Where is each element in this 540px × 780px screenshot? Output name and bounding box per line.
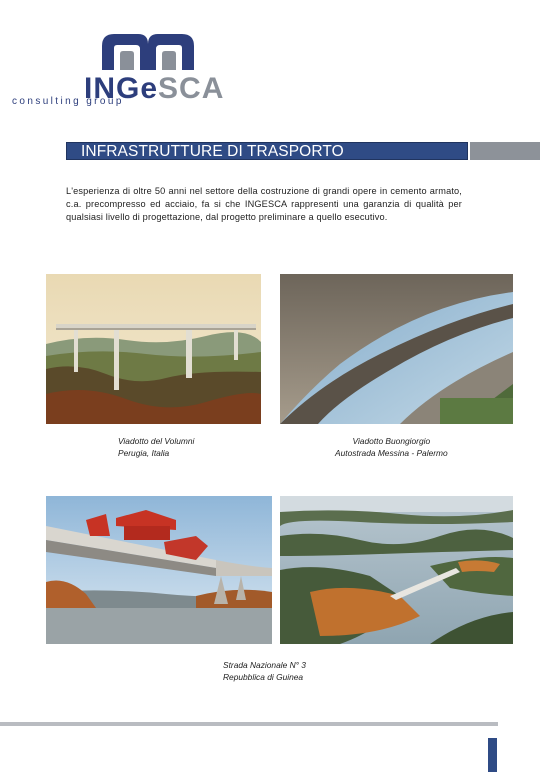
- section-header-bar: [66, 142, 468, 160]
- caption-photo-2: [335, 436, 448, 459]
- caption-photo-2-location: Autostrada Messina - Palermo: [335, 447, 448, 458]
- footer-accent-bar: [488, 738, 497, 772]
- caption-photo-1-title: Viadotto del Volumni: [118, 436, 195, 446]
- photo-viadotto-buongiorgio: [280, 274, 513, 424]
- logo-word-part1: INGe: [84, 72, 159, 105]
- caption-photo-4: [223, 660, 306, 683]
- photo-bridge-construction: [46, 496, 272, 644]
- section-title: INFRASTRUTTURE DI TRASPORTO: [81, 143, 344, 160]
- logo-arch-icon: [98, 30, 198, 72]
- caption-photo-4-location: Repubblica di Guinea: [223, 671, 304, 682]
- footer-divider: [0, 722, 498, 726]
- logo-word-part2: SCA: [158, 72, 225, 105]
- intro-paragraph: L'esperienza di oltre 50 anni nel settore della costruzione di grandi opere in cemento armato, c.a. precompresso ed acciaio, fa si che INGESCA rappresenti una garanzia di qualità per qualsiasi livello di progettazione, dal progetto preliminare a quello esecutivo.: [66, 186, 462, 223]
- caption-photo-2-title: Viadotto Buongiorgio: [352, 436, 431, 446]
- section-header-tab: [470, 142, 540, 160]
- caption-photo-1: [118, 436, 194, 459]
- caption-photo-1-location: Perugia, Italia: [118, 447, 170, 458]
- logo-tagline: consulting group: [12, 96, 124, 107]
- photo-viadotto-volumni: [46, 274, 261, 424]
- photo-strada-nazionale: [280, 496, 513, 644]
- caption-photo-4-title: Strada Nazionale N° 3: [223, 660, 306, 670]
